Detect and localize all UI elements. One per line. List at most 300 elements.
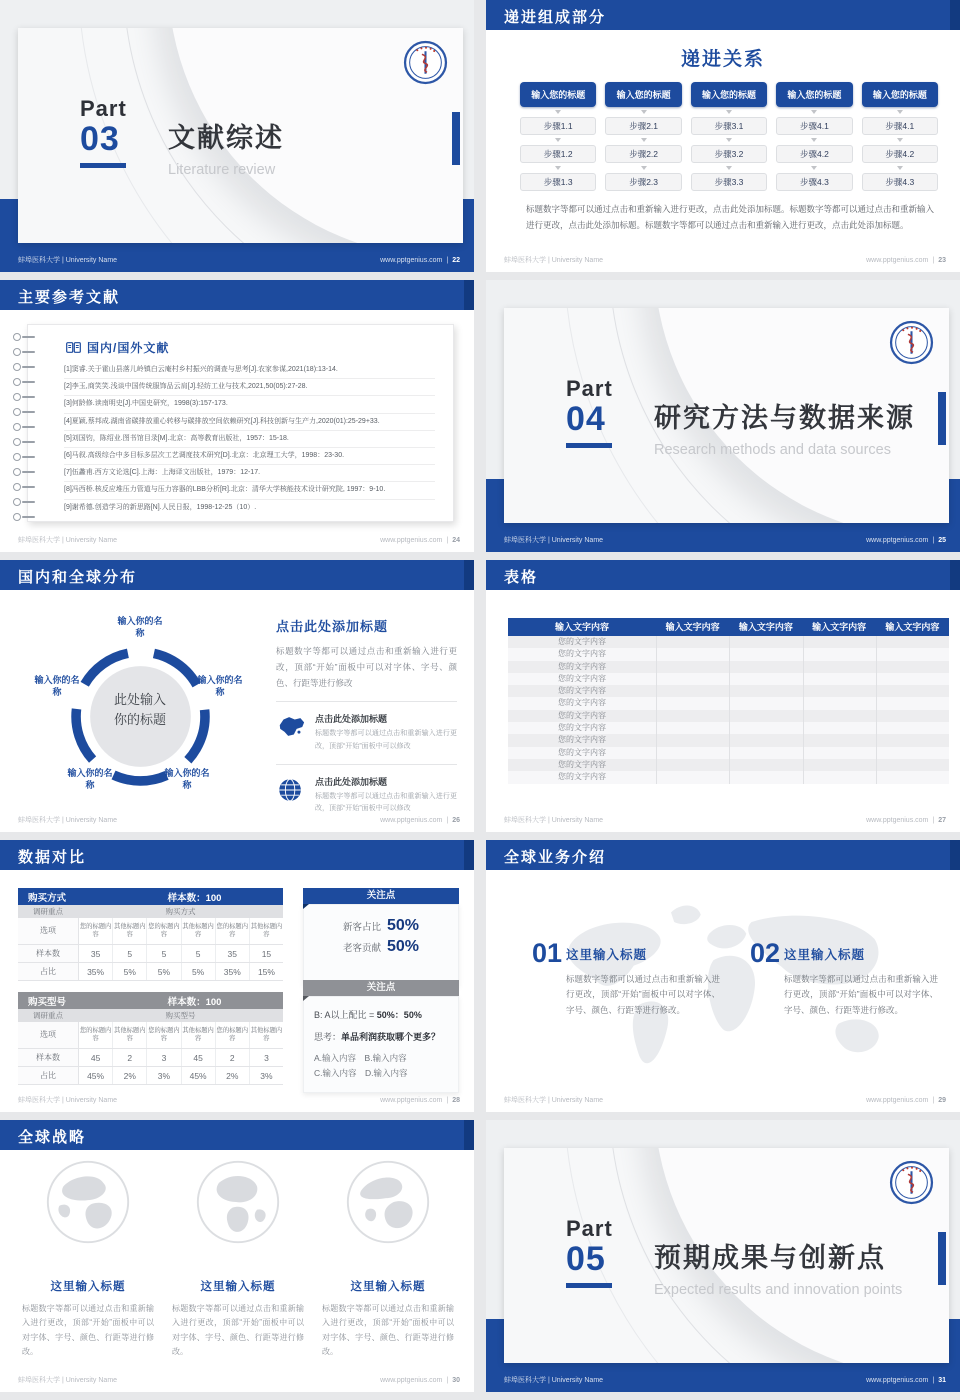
table-row: 样本数 35 5 5 5 35 15 xyxy=(18,945,283,963)
china-map-icon xyxy=(276,714,306,740)
table-cell xyxy=(656,759,729,771)
connector-icon xyxy=(641,166,647,170)
university-logo-icon xyxy=(403,40,448,85)
section-card xyxy=(504,1148,949,1363)
divider xyxy=(276,701,457,702)
connector-icon xyxy=(726,138,732,142)
table-cell xyxy=(803,759,876,771)
slide-footer xyxy=(504,1095,946,1105)
part-block xyxy=(80,98,127,168)
footer-separator: | xyxy=(932,256,935,264)
slide-title-bar xyxy=(0,1120,474,1150)
column-title: 输入您的标题 xyxy=(862,82,938,107)
item-title: 这里输入标题 xyxy=(350,1281,426,1293)
footer-university: 蚌埠医科大学 | University Name xyxy=(18,1097,118,1104)
spiral-binding xyxy=(13,423,37,430)
table-row: 占比 45% 2% 3% 45% 2% 3% xyxy=(18,1067,283,1085)
table-cell xyxy=(729,759,802,771)
section-title: 研究方法与数据来源 xyxy=(654,403,915,433)
slide-title: 国内和全球分布 xyxy=(18,569,138,586)
numbered-item xyxy=(532,940,720,1018)
spiral-binding xyxy=(13,513,37,520)
progression-column xyxy=(605,82,681,191)
globe-image xyxy=(194,1158,282,1246)
diagram-node-label: 输入你的名称 xyxy=(67,768,113,790)
table-cell xyxy=(729,648,802,660)
slide-title-bar xyxy=(486,560,960,590)
column-title: 输入您的标题 xyxy=(776,82,852,107)
table-cell xyxy=(729,747,802,759)
section-accent-bar xyxy=(452,112,460,165)
table-cell xyxy=(803,697,876,709)
table-cell xyxy=(803,734,876,746)
table-cell xyxy=(656,747,729,759)
book-icon xyxy=(66,342,81,353)
slide-footer xyxy=(18,1095,460,1105)
section-subtitle: Research methods and data sources xyxy=(654,442,891,458)
step-box: 步骤1.1 xyxy=(520,117,596,135)
slide-comparison[interactable] xyxy=(0,840,474,1112)
section-title: 文献综述 xyxy=(168,123,284,153)
item-number: 01 xyxy=(532,938,563,968)
references-section-title: 国内/国外文献 xyxy=(87,341,170,355)
slide-title: 数据对比 xyxy=(18,849,87,866)
footer-page-number: 30 xyxy=(452,1376,460,1384)
slide-title: 表格 xyxy=(504,569,539,586)
section-title-block xyxy=(654,396,949,458)
item-body: 标题数字等都可以通过点击和重新输入进行更改，顶部“开始”面板中可以对字体、字号、颜色、行距等进行修改。 xyxy=(322,1304,454,1357)
strategy-column xyxy=(172,1158,304,1360)
footer-site: www.pptgenius.com xyxy=(380,816,443,824)
column-header: 输入文字内容 xyxy=(738,622,793,632)
footer-site: www.pptgenius.com xyxy=(866,256,929,264)
table-cell xyxy=(876,771,949,783)
table-cell xyxy=(656,685,729,697)
table-cell: 您的文字内容 xyxy=(558,649,606,659)
footer-university: 蚌埠医科大学 | University Name xyxy=(504,1377,604,1384)
table-cell xyxy=(876,661,949,673)
step-box: 步骤1.2 xyxy=(520,145,596,163)
column-header: 输入文字内容 xyxy=(812,622,867,632)
slide-title-bar xyxy=(0,280,474,310)
connector-icon xyxy=(555,110,561,114)
footer-site: www.pptgenius.com xyxy=(866,1376,929,1384)
table-cell: 您的文字内容 xyxy=(558,637,606,646)
part-block xyxy=(566,1218,613,1288)
connector-icon xyxy=(811,166,817,170)
item-number: 02 xyxy=(750,938,781,968)
table-cell xyxy=(656,648,729,660)
ratio-line: B: A以上配比 = 50%：50% xyxy=(314,1010,422,1020)
step-box: 步骤2.3 xyxy=(605,173,681,191)
diagram-node-label: 输入你的名称 xyxy=(164,768,210,790)
part-underline xyxy=(80,163,126,168)
table-cell: 您的文字内容 xyxy=(558,735,606,745)
metric-row: 新客占比 50% xyxy=(342,917,420,934)
column-header: 输入文字内容 xyxy=(665,622,720,632)
panel-body xyxy=(303,996,459,1093)
item-body: 标题数字等都可以通过点击和重新输入进行更改，顶部“开始”面板中可以对字体、字号、颜色、行距等进行修改。 xyxy=(22,1304,154,1357)
options-line: A.输入内容 B.输入内容 xyxy=(314,1053,407,1063)
section-accent-bar xyxy=(938,1232,946,1285)
sub-item xyxy=(276,712,457,753)
slide-part-03[interactable] xyxy=(0,0,474,272)
table-cell xyxy=(803,648,876,660)
table-cell xyxy=(803,661,876,673)
focus-row: 调研重点 购买方式 xyxy=(18,905,283,918)
slide-title: 全球战略 xyxy=(18,1129,87,1146)
footer-university: 蚌埠医科大学 | University Name xyxy=(504,537,604,544)
part-number: 03 xyxy=(80,120,120,158)
table-cell xyxy=(729,685,802,697)
step-box: 步骤1.3 xyxy=(520,173,596,191)
sub-item-body: 标题数字等都可以通过点击和重新输入进行更改，顶部“开始”面板中可以修改 xyxy=(315,730,457,751)
table-cell xyxy=(803,722,876,734)
footer-separator: | xyxy=(446,1096,449,1104)
footer-separator: | xyxy=(446,256,449,264)
slide-title: 递进组成部分 xyxy=(504,9,607,26)
part-label: Part xyxy=(566,1216,613,1241)
table-row xyxy=(508,673,949,685)
comparison-table-2 xyxy=(18,992,283,1085)
table-row xyxy=(508,771,949,783)
connector-icon xyxy=(897,110,903,114)
slide-footer xyxy=(18,815,460,825)
footer-page-number: 23 xyxy=(938,256,946,264)
table-row xyxy=(508,734,949,746)
table-row xyxy=(508,648,949,660)
table-row xyxy=(508,710,949,722)
footer-page-number: 28 xyxy=(452,1096,460,1104)
table-cell xyxy=(803,636,876,648)
table-header-row xyxy=(18,992,283,1009)
item-title: 这里输入标题 xyxy=(566,948,648,962)
data-table xyxy=(508,618,949,784)
footer-separator: | xyxy=(932,536,935,544)
sub-item xyxy=(276,775,457,816)
table-row xyxy=(508,685,949,697)
slide-footer xyxy=(18,535,460,545)
numbered-item xyxy=(750,940,938,1018)
block-title: 点击此处添加标题 xyxy=(276,619,389,634)
footer-page-number: 27 xyxy=(938,816,946,824)
footer-university: 蚌埠医科大学 | University Name xyxy=(504,817,604,824)
slide-global-strategy[interactable] xyxy=(0,1120,474,1392)
table-body xyxy=(508,636,949,784)
footer-site: www.pptgenius.com xyxy=(866,816,929,824)
focus-panel-1 xyxy=(303,888,459,986)
slide-title-bar xyxy=(0,560,474,590)
options-line: C.输入内容 D.输入内容 xyxy=(314,1068,408,1078)
part-label: Part xyxy=(80,96,127,121)
slide-title: 全球业务介绍 xyxy=(504,849,607,866)
slide-title: 主要参考文献 xyxy=(18,289,121,306)
footer-site: www.pptgenius.com xyxy=(380,256,443,264)
slide-title-bar xyxy=(486,0,960,30)
slide-table[interactable] xyxy=(486,560,960,832)
metric-row: 老客贡献 50% xyxy=(342,938,420,955)
references-list xyxy=(64,362,435,516)
item-body: 标题数字等都可以通过点击和重新输入进行更改，顶部“开始”面板中可以对字体、字号、颜色、行距等进行修改。 xyxy=(566,974,720,1015)
table-cell xyxy=(876,734,949,746)
item-body: 标题数字等都可以通过点击和重新输入进行更改，顶部“开始”面板中可以对字体、字号、颜色、行距等进行修改。 xyxy=(172,1304,304,1357)
reference-item: [3]何龄修.读南明史[J].中国史研究，1998(3):157-173. xyxy=(64,396,435,413)
section-subtitle: Literature review xyxy=(168,162,276,178)
slide-title-bar xyxy=(486,840,960,870)
globe-icon xyxy=(276,777,306,803)
table-cell xyxy=(876,685,949,697)
footer-university: 蚌埠医科大学 | University Name xyxy=(18,537,118,544)
footer-university: 蚌埠医科大学 | University Name xyxy=(504,1097,604,1104)
connector-icon xyxy=(726,166,732,170)
title-bar-cap xyxy=(464,840,474,870)
step-box: 步骤4.3 xyxy=(776,173,852,191)
slide-global-business[interactable] xyxy=(486,840,960,1112)
sample-size: 样本数：100 xyxy=(167,996,222,1008)
progression-diagram xyxy=(520,82,938,191)
section-accent-bar xyxy=(938,392,946,445)
footer-site: www.pptgenius.com xyxy=(380,1376,443,1384)
table-cell xyxy=(803,771,876,783)
column-title: 输入您的标题 xyxy=(605,82,681,107)
table-cell xyxy=(876,759,949,771)
column-title: 输入您的标题 xyxy=(691,82,767,107)
table-title: 购买型号 xyxy=(28,996,67,1008)
connector-icon xyxy=(555,138,561,142)
table-header-row xyxy=(508,618,949,636)
step-box: 步骤2.1 xyxy=(605,117,681,135)
table-cell xyxy=(729,697,802,709)
title-bar-cap xyxy=(950,840,960,870)
title-bar-cap xyxy=(950,560,960,590)
sub-item-title: 点击此处添加标题 xyxy=(315,714,388,725)
table-cell xyxy=(729,722,802,734)
table-cell: 您的文字内容 xyxy=(558,710,606,720)
connector-icon xyxy=(897,166,903,170)
spiral-binding xyxy=(13,453,37,460)
table-cell: 您的文字内容 xyxy=(558,698,606,708)
footer-site: www.pptgenius.com xyxy=(866,1096,929,1104)
part-block xyxy=(566,378,613,448)
part-underline xyxy=(566,443,612,448)
spiral-binding xyxy=(13,468,37,475)
step-box: 步骤4.3 xyxy=(862,173,938,191)
progression-column xyxy=(776,82,852,191)
table-cell xyxy=(656,636,729,648)
footer-separator: | xyxy=(932,1096,935,1104)
table-cell xyxy=(656,710,729,722)
university-logo-icon xyxy=(889,1160,934,1205)
table-row xyxy=(508,697,949,709)
footer-university: 蚌埠医科大学 | University Name xyxy=(504,257,604,264)
footer-university: 蚌埠医科大学 | University Name xyxy=(18,257,118,264)
reference-item: [5]刘国钧，陈绍业.图书馆目录[M].北京：高等教育出版社，1957：15-18. xyxy=(64,431,435,448)
panel-body xyxy=(303,904,459,986)
section-subtitle: Expected results and innovation points xyxy=(654,1282,903,1298)
section-title-block xyxy=(654,1236,949,1298)
progression-column xyxy=(520,82,596,191)
footer-separator: | xyxy=(446,1376,449,1384)
spiral-binding xyxy=(13,498,37,505)
reference-item: [8]冯西桥.核反应堆压力管道与压力容器的LBB分析[R].北京：清华大学核能技术设计研究院, 1997：9-10. xyxy=(64,482,435,499)
footer-separator: | xyxy=(932,816,935,824)
step-box: 步骤3.2 xyxy=(691,145,767,163)
footer-page-number: 29 xyxy=(938,1096,946,1104)
progression-column xyxy=(691,82,767,191)
sample-size: 样本数：100 xyxy=(167,892,222,904)
table-cell: 您的文字内容 xyxy=(558,772,606,782)
footer-separator: | xyxy=(446,536,449,544)
table-row: 选项 您的标题内容 其他标题内容 您的标题内容 其他标题内容 您的标题内容 其他标题内容 xyxy=(18,1022,283,1049)
spiral-binding xyxy=(13,438,37,445)
column-header: 输入文字内容 xyxy=(885,622,940,632)
progression-column xyxy=(862,82,938,191)
connector-icon xyxy=(811,138,817,142)
spiral-binding xyxy=(13,363,37,370)
table-cell xyxy=(803,685,876,697)
table-row: 选项 您的标题内容 其他标题内容 您的标题内容 其他标题内容 您的标题内容 其他标题内容 xyxy=(18,918,283,945)
item-body: 标题数字等都可以通过点击和重新输入进行更改，顶部“开始”面板中可以对字体、字号、颜色、行距等进行修改。 xyxy=(784,974,938,1015)
table-cell xyxy=(876,710,949,722)
slide-part-04[interactable] xyxy=(486,280,960,552)
section-card xyxy=(504,308,949,523)
connector-icon xyxy=(641,138,647,142)
step-box: 步骤2.2 xyxy=(605,145,681,163)
table-header-row xyxy=(18,888,283,905)
slide-footer xyxy=(504,815,946,825)
footer-site: www.pptgenius.com xyxy=(866,536,929,544)
footer-page-number: 22 xyxy=(452,256,460,264)
spiral-binding xyxy=(13,483,37,490)
diagram-node-label: 输入你的名称 xyxy=(197,675,243,697)
diagram-node-label: 输入你的名称 xyxy=(34,675,80,697)
connector-icon xyxy=(811,110,817,114)
comparison-table-1 xyxy=(18,888,283,981)
footer-separator: | xyxy=(446,816,449,824)
connector-icon xyxy=(555,166,561,170)
table-row xyxy=(508,636,949,648)
table-cell xyxy=(729,771,802,783)
table-row: 占比 35% 5% 5% 5% 35% 15% xyxy=(18,963,283,981)
table-cell: 您的文字内容 xyxy=(558,723,606,733)
table-cell xyxy=(876,673,949,685)
reference-item: [2]李玉,商笑笑.浅谈中国传统服饰品云肩[J].轻纺工业与技术,2021,50(05):27-28. xyxy=(64,379,435,396)
focus-row: 调研重点 购买型号 xyxy=(18,1009,283,1022)
item-title: 这里输入标题 xyxy=(50,1281,126,1293)
table-cell xyxy=(876,648,949,660)
slide-footer xyxy=(504,535,946,545)
table-cell: 您的文字内容 xyxy=(558,661,606,671)
references-panel xyxy=(27,324,454,522)
distribution-text-column xyxy=(276,616,457,816)
footer-page-number: 31 xyxy=(938,1376,946,1384)
footer-site: www.pptgenius.com xyxy=(380,536,443,544)
table-cell: 您的文字内容 xyxy=(558,747,606,757)
slide-distribution[interactable] xyxy=(0,560,474,832)
table-cell xyxy=(876,722,949,734)
sub-item-title: 点击此处添加标题 xyxy=(315,776,388,787)
slide-footer xyxy=(504,255,946,265)
references-section-header xyxy=(66,339,453,356)
footer-university: 蚌埠医科大学 | University Name xyxy=(18,817,118,824)
table-title: 购买方式 xyxy=(28,892,67,904)
footer-page-number: 24 xyxy=(452,536,460,544)
reference-item: [9]谢希德.创造学习的新思路[N].人民日报，1998-12-25（10）. xyxy=(64,503,257,511)
step-box: 步骤4.2 xyxy=(776,145,852,163)
reference-item: [1]窦睿.关于霍山县落儿岭镇白云庵村乡村振兴的调查与思考[J].农家参谋,2021(18):13-14. xyxy=(64,362,435,379)
strategy-column xyxy=(322,1158,454,1360)
footer-site: www.pptgenius.com xyxy=(380,1096,443,1104)
university-logo-icon xyxy=(889,320,934,365)
title-bar-cap xyxy=(464,1120,474,1150)
title-bar-cap xyxy=(464,560,474,590)
divider xyxy=(276,764,457,765)
slide-part-05[interactable] xyxy=(486,1120,960,1392)
spiral-binding xyxy=(13,333,37,340)
part-label: Part xyxy=(566,376,613,401)
part-underline xyxy=(566,1283,612,1288)
table-cell xyxy=(876,697,949,709)
reference-item: [7]伍蠡甫.西方文论选[C].上海：上海译文出版社，1979：12-17. xyxy=(64,465,435,482)
footer-separator: | xyxy=(932,1376,935,1384)
column-title: 输入您的标题 xyxy=(520,82,596,107)
panel-title: 关注点 xyxy=(303,980,459,996)
title-bar-cap xyxy=(950,0,960,30)
slide-footer xyxy=(18,255,460,265)
table-cell: 您的文字内容 xyxy=(558,759,606,769)
table-cell xyxy=(729,636,802,648)
diagram-node-label: 输入你的名称 xyxy=(117,616,163,638)
slide-footer xyxy=(504,1375,946,1385)
table-cell xyxy=(656,734,729,746)
globe-image xyxy=(344,1158,432,1246)
reference-item: [4]夏颖,蔡邦成.湖南省碳排放重心转移与碳排放空间依赖研究[J].科技创新与生产力,2020(01):25-29+33. xyxy=(64,414,435,431)
table-row: 样本数 45 2 3 45 2 3 xyxy=(18,1049,283,1067)
panel-title: 关注点 xyxy=(303,888,459,904)
table-cell: 您的文字内容 xyxy=(558,686,606,696)
diagram-heading: 递进关系 xyxy=(680,49,765,70)
part-number: 05 xyxy=(566,1240,606,1278)
table-cell xyxy=(656,661,729,673)
table-cell xyxy=(656,771,729,783)
reference-item: [6]马叙.高级综合中多目标多层次工艺调度技术研究[D].北京：北京理工大学，1998：23-30. xyxy=(64,448,435,465)
table-cell xyxy=(729,710,802,722)
slide-progression[interactable] xyxy=(486,0,960,272)
slide-footer xyxy=(18,1375,460,1385)
table-cell xyxy=(803,710,876,722)
section-card xyxy=(18,28,463,243)
item-title: 这里输入标题 xyxy=(200,1281,276,1293)
table-row xyxy=(508,747,949,759)
diagram-center-title: 此处输入 你的标题 xyxy=(113,692,166,728)
note-paragraph: 标题数字等都可以通过点击和重新输入进行更改，点击此处添加标题。标题数字等都可以通过点击和重新输入进行更改，点击此处添加标题。标题数字等都可以通过点击和重新输入进行更改，点击此处添加标题。 xyxy=(526,204,935,230)
slide-references[interactable] xyxy=(0,280,474,552)
focus-panel-2 xyxy=(303,980,459,1093)
step-box: 步骤3.1 xyxy=(691,117,767,135)
table-cell xyxy=(656,722,729,734)
table-cell: 您的文字内容 xyxy=(558,673,606,683)
table-cell xyxy=(729,673,802,685)
footer-university: 蚌埠医科大学 | University Name xyxy=(18,1377,118,1384)
footer-page-number: 25 xyxy=(938,536,946,544)
table-cell xyxy=(803,747,876,759)
step-box: 步骤3.3 xyxy=(691,173,767,191)
spiral-binding xyxy=(13,378,37,385)
table-cell xyxy=(803,673,876,685)
table-row xyxy=(508,759,949,771)
sub-item-body: 标题数字等都可以通过点击和重新输入进行更改，顶部“开始”面板中可以修改 xyxy=(315,792,457,813)
question-line: 思考：单品利润获取哪个更多？ xyxy=(314,1032,441,1042)
